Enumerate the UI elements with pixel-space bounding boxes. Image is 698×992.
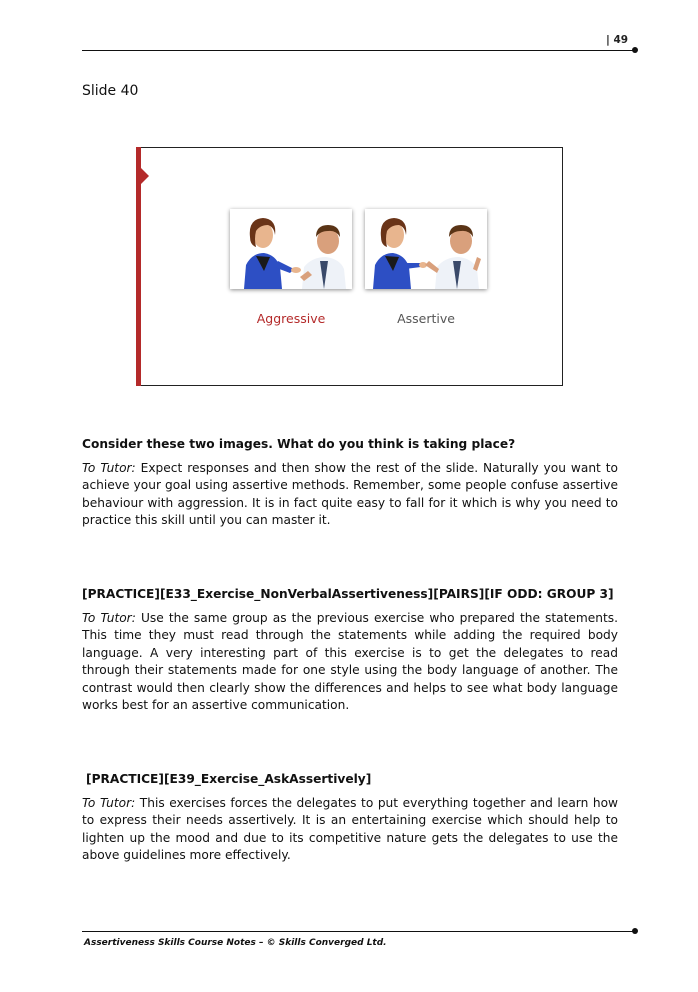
- slide-accent-triangle: [141, 168, 149, 184]
- section-body: [82, 610, 618, 715]
- photo-aggressive: [230, 209, 352, 289]
- caption-aggressive: Aggressive: [256, 311, 326, 326]
- section-body-text: This exercises forces the delegates to put everything together and learn how to express their needs assertively. It is an entertaining exercise which should help to lighten up the mood and due to its competitive nature gets the delegates to use the above guidelines more effectively.: [82, 795, 619, 862]
- section-heading: [PRACTICE][E33_Exercise_NonVerbalAssertiveness][PAIRS][IF ODD: GROUP 3]: [82, 587, 614, 601]
- slide-thumbnail: [136, 147, 563, 386]
- section-practice-e33: [82, 586, 618, 715]
- tutor-label: To Tutor:: [82, 460, 136, 475]
- slide-label: Slide 40: [82, 83, 139, 99]
- header-rule-dot: [632, 47, 638, 53]
- section-body-text: Use the same group as the previous exercise who prepared the statements. This time they must read through the statements while adding the required body language. A very interesting part of this exercise is to get the delegates to read through their statements made for one style using the body language of another. The contrast would then clearly show the differences and helps to see what body language works best for an assertive communication.: [82, 610, 619, 712]
- tutor-label: To Tutor:: [82, 795, 136, 810]
- section-body-text: Expect responses and then show the rest of the slide. Naturally you want to achieve your goal using assertive methods. Remember, some people confuse assertive behaviour with aggression. It is in fact quite easy to fall for it which is why you need to practice this skill until you can master it.: [82, 460, 619, 527]
- section-consider-images: [82, 436, 618, 530]
- footer-text: Assertiveness Skills Course Notes – © Skills Converged Ltd.: [84, 938, 387, 948]
- section-heading: [PRACTICE][E39_Exercise_AskAssertively]: [86, 772, 372, 786]
- section-body: [82, 460, 618, 530]
- page-number: | 49: [606, 34, 629, 46]
- footer-rule: [82, 931, 634, 932]
- footer-rule-dot: [632, 928, 638, 934]
- header-rule: [82, 50, 634, 51]
- caption-assertive: Assertive: [397, 311, 455, 326]
- section-body: [82, 795, 618, 865]
- tutor-label: To Tutor:: [82, 610, 136, 625]
- section-practice-e39: [82, 771, 618, 865]
- photo-assertive: [365, 209, 487, 289]
- section-heading: Consider these two images. What do you think is taking place?: [82, 437, 516, 451]
